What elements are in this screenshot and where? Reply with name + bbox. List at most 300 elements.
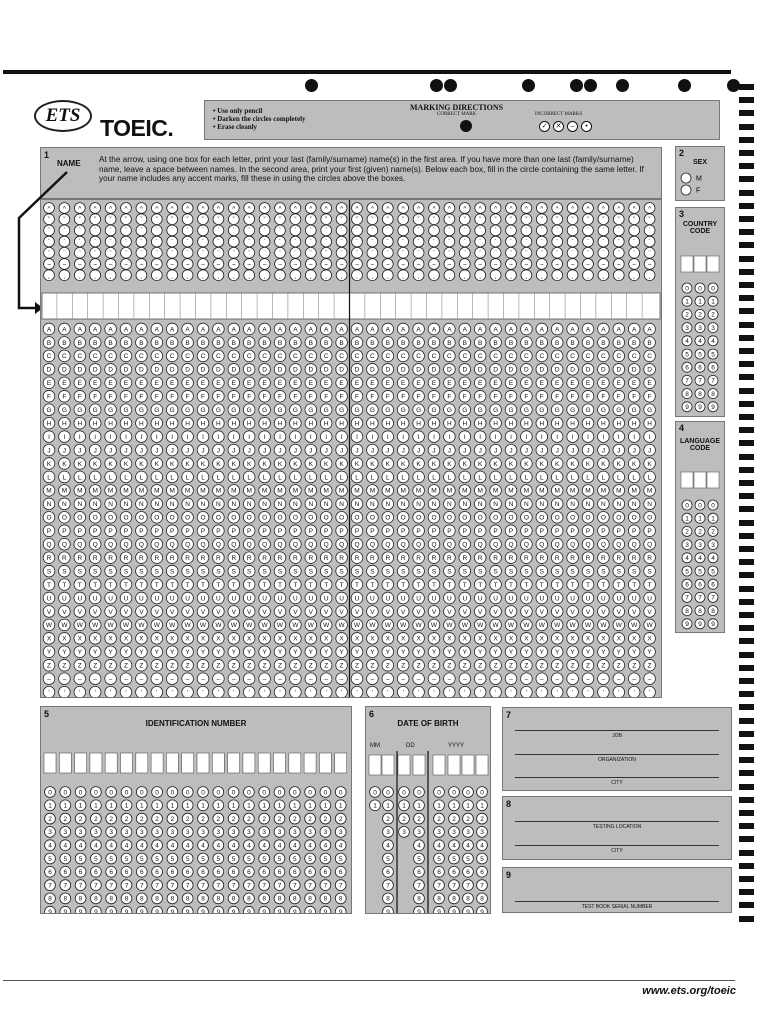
letter-bubble[interactable] [413, 512, 425, 524]
letter-bubble[interactable] [290, 525, 302, 537]
letter-bubble[interactable] [320, 498, 332, 510]
letter-bubble[interactable] [598, 606, 610, 618]
letter-bubble[interactable] [567, 323, 579, 335]
letter-bubble[interactable] [336, 579, 348, 591]
digit-bubble[interactable] [182, 840, 193, 851]
letter-bubble[interactable] [274, 512, 286, 524]
letter-bubble[interactable] [444, 431, 456, 443]
letter-bubble[interactable] [490, 404, 502, 416]
letter-bubble[interactable] [74, 390, 86, 402]
accent-bubble[interactable] [136, 225, 147, 236]
letter-bubble[interactable] [521, 606, 533, 618]
letter-bubble[interactable] [536, 606, 548, 618]
accent-bubble[interactable] [429, 247, 440, 258]
accent-bubble[interactable] [444, 247, 455, 258]
accent-bubble[interactable] [444, 270, 455, 281]
accent-bubble[interactable] [536, 236, 547, 247]
dob-writein-box[interactable] [462, 755, 474, 775]
accent-bubble[interactable] [413, 247, 424, 258]
letter-bubble[interactable] [459, 364, 471, 376]
letter-bubble[interactable] [474, 552, 486, 564]
letter-bubble[interactable] [536, 364, 548, 376]
letter-bubble[interactable] [367, 512, 379, 524]
accent-bubble[interactable] [59, 270, 70, 281]
letter-bubble[interactable] [228, 565, 240, 577]
letter-bubble[interactable] [521, 458, 533, 470]
letter-bubble[interactable] [59, 525, 71, 537]
accent-bubble[interactable] [444, 225, 455, 236]
accent-bubble[interactable] [352, 214, 363, 225]
letter-bubble[interactable] [551, 458, 563, 470]
letter-bubble[interactable] [305, 673, 317, 685]
letter-bubble[interactable] [213, 592, 225, 604]
letter-bubble[interactable] [567, 512, 579, 524]
letter-bubble[interactable] [459, 579, 471, 591]
letter-bubble[interactable] [536, 646, 548, 658]
letter-bubble[interactable] [444, 579, 456, 591]
accent-bubble[interactable] [506, 203, 517, 214]
letter-bubble[interactable] [413, 485, 425, 497]
digit-bubble[interactable] [320, 906, 331, 913]
letter-bubble[interactable] [320, 458, 332, 470]
accent-bubble[interactable] [259, 259, 270, 270]
letter-bubble[interactable] [59, 565, 71, 577]
letter-bubble[interactable] [598, 686, 610, 697]
accent-bubble[interactable] [352, 270, 363, 281]
letter-bubble[interactable] [259, 458, 271, 470]
letter-bubble[interactable] [59, 485, 71, 497]
accent-bubble[interactable] [321, 214, 332, 225]
letter-bubble[interactable] [59, 471, 71, 483]
letter-bubble[interactable] [290, 458, 302, 470]
letter-bubble[interactable] [228, 592, 240, 604]
accent-bubble[interactable] [44, 270, 55, 281]
dob-bubble[interactable] [399, 800, 410, 811]
accent-bubble[interactable] [198, 214, 209, 225]
dob-bubble[interactable] [383, 787, 394, 798]
letter-bubble[interactable] [243, 498, 255, 510]
letter-bubble[interactable] [336, 565, 348, 577]
letter-bubble[interactable] [490, 686, 502, 697]
dob-bubble[interactable] [383, 800, 394, 811]
letter-bubble[interactable] [259, 390, 271, 402]
letter-bubble[interactable] [367, 431, 379, 443]
letter-bubble[interactable] [351, 471, 363, 483]
digit-bubble[interactable] [259, 853, 270, 864]
dob-bubble[interactable] [463, 787, 474, 798]
letter-bubble[interactable] [320, 646, 332, 658]
accent-bubble[interactable] [151, 225, 162, 236]
digit-bubble[interactable] [182, 827, 193, 838]
digit-bubble[interactable] [708, 513, 718, 523]
letter-bubble[interactable] [43, 633, 55, 645]
letter-bubble[interactable] [43, 390, 55, 402]
digit-bubble[interactable] [244, 866, 255, 877]
letter-bubble[interactable] [367, 552, 379, 564]
letter-bubble[interactable] [59, 512, 71, 524]
accent-bubble[interactable] [459, 225, 470, 236]
letter-bubble[interactable] [243, 673, 255, 685]
letter-bubble[interactable] [505, 431, 517, 443]
digit-bubble[interactable] [60, 893, 71, 904]
country-code-bubbles[interactable] [676, 254, 724, 416]
letter-bubble[interactable] [43, 444, 55, 456]
letter-bubble[interactable] [228, 659, 240, 671]
digit-bubble[interactable] [228, 866, 239, 877]
letter-bubble[interactable] [490, 390, 502, 402]
letter-bubble[interactable] [166, 337, 178, 349]
sex-option[interactable] [681, 173, 702, 183]
digit-bubble[interactable] [136, 787, 147, 798]
letter-bubble[interactable] [413, 552, 425, 564]
letter-bubble[interactable] [367, 485, 379, 497]
letter-bubble[interactable] [213, 673, 225, 685]
letter-bubble[interactable] [551, 606, 563, 618]
letter-bubble[interactable] [151, 646, 163, 658]
accent-bubble[interactable] [228, 247, 239, 258]
dob-bubble[interactable] [449, 787, 460, 798]
digit-bubble[interactable] [60, 880, 71, 891]
dob-bubble[interactable] [449, 813, 460, 824]
letter-bubble[interactable] [320, 686, 332, 697]
digit-bubble[interactable] [708, 349, 718, 359]
letter-bubble[interactable] [644, 390, 656, 402]
letter-bubble[interactable] [105, 390, 117, 402]
accent-bubble[interactable] [644, 236, 655, 247]
letter-bubble[interactable] [644, 431, 656, 443]
letter-bubble[interactable] [428, 377, 440, 389]
letter-bubble[interactable] [213, 525, 225, 537]
digit-bubble[interactable] [708, 309, 718, 319]
letter-bubble[interactable] [536, 323, 548, 335]
letter-bubble[interactable] [320, 538, 332, 550]
letter-bubble[interactable] [598, 377, 610, 389]
letter-bubble[interactable] [151, 431, 163, 443]
sex-option[interactable] [681, 185, 700, 195]
letter-bubble[interactable] [166, 458, 178, 470]
letter-bubble[interactable] [613, 377, 625, 389]
letter-bubble[interactable] [228, 390, 240, 402]
letter-bubble[interactable] [43, 606, 55, 618]
letter-bubble[interactable] [197, 686, 209, 697]
letter-bubble[interactable] [444, 673, 456, 685]
accent-bubble[interactable] [290, 270, 301, 281]
letter-bubble[interactable] [105, 350, 117, 362]
letter-bubble[interactable] [290, 498, 302, 510]
letter-bubble[interactable] [120, 431, 132, 443]
digit-bubble[interactable] [335, 906, 346, 913]
letter-bubble[interactable] [521, 390, 533, 402]
digit-bubble[interactable] [335, 827, 346, 838]
letter-bubble[interactable] [213, 404, 225, 416]
letter-bubble[interactable] [582, 606, 594, 618]
letter-bubble[interactable] [243, 417, 255, 429]
accent-bubble[interactable] [429, 259, 440, 270]
letter-bubble[interactable] [320, 323, 332, 335]
letter-bubble[interactable] [613, 552, 625, 564]
accent-bubble[interactable] [629, 214, 640, 225]
letter-bubble[interactable] [151, 417, 163, 429]
letter-bubble[interactable] [166, 377, 178, 389]
letter-bubble[interactable] [413, 633, 425, 645]
letter-bubble[interactable] [336, 404, 348, 416]
dob-bubble[interactable] [434, 840, 445, 851]
accent-bubble[interactable] [459, 247, 470, 258]
accent-bubble[interactable] [244, 247, 255, 258]
letter-bubble[interactable] [505, 686, 517, 697]
letter-bubble[interactable] [474, 337, 486, 349]
accent-bubble[interactable] [259, 236, 270, 247]
letter-bubble[interactable] [428, 417, 440, 429]
digit-writein-box[interactable] [182, 753, 194, 773]
digit-bubble[interactable] [708, 402, 718, 412]
letter-bubble[interactable] [444, 659, 456, 671]
letter-bubble[interactable] [151, 606, 163, 618]
letter-bubble[interactable] [582, 565, 594, 577]
letter-bubble[interactable] [197, 565, 209, 577]
letter-bubble[interactable] [120, 444, 132, 456]
letter-bubble[interactable] [74, 538, 86, 550]
digit-bubble[interactable] [682, 513, 692, 523]
letter-bubble[interactable] [598, 485, 610, 497]
letter-bubble[interactable] [305, 579, 317, 591]
letter-bubble[interactable] [367, 377, 379, 389]
letter-bubble[interactable] [182, 592, 194, 604]
letter-bubble[interactable] [351, 606, 363, 618]
letter-bubble[interactable] [228, 458, 240, 470]
letter-bubble[interactable] [259, 606, 271, 618]
letter-bubble[interactable] [105, 377, 117, 389]
digit-bubble[interactable] [121, 787, 132, 798]
letter-bubble[interactable] [428, 498, 440, 510]
letter-bubble[interactable] [567, 471, 579, 483]
accent-bubble[interactable] [613, 270, 624, 281]
accent-bubble[interactable] [613, 236, 624, 247]
letter-bubble[interactable] [290, 619, 302, 631]
accent-bubble[interactable] [305, 270, 316, 281]
letter-bubble[interactable] [259, 350, 271, 362]
letter-bubble[interactable] [336, 485, 348, 497]
accent-bubble[interactable] [552, 236, 563, 247]
letter-bubble[interactable] [536, 565, 548, 577]
letter-bubble[interactable] [598, 592, 610, 604]
letter-bubble[interactable] [336, 364, 348, 376]
dob-bubble[interactable] [449, 893, 460, 904]
accent-bubble[interactable] [382, 270, 393, 281]
letter-bubble[interactable] [290, 646, 302, 658]
letter-bubble[interactable] [43, 364, 55, 376]
digit-bubble[interactable] [305, 866, 316, 877]
accent-bubble[interactable] [367, 225, 378, 236]
digit-bubble[interactable] [91, 853, 102, 864]
accent-bubble[interactable] [506, 214, 517, 225]
letter-bubble[interactable] [120, 404, 132, 416]
digit-bubble[interactable] [136, 840, 147, 851]
digit-bubble[interactable] [274, 840, 285, 851]
letter-bubble[interactable] [166, 512, 178, 524]
accent-bubble[interactable] [90, 259, 101, 270]
letter-bubble[interactable] [490, 337, 502, 349]
letter-bubble[interactable] [120, 512, 132, 524]
letter-bubble[interactable] [397, 417, 409, 429]
letter-bubble[interactable] [197, 350, 209, 362]
accent-bubble[interactable] [567, 225, 578, 236]
letter-bubble[interactable] [120, 498, 132, 510]
letter-bubble[interactable] [259, 525, 271, 537]
digit-writein-box[interactable] [212, 753, 224, 773]
letter-bubble[interactable] [43, 659, 55, 671]
digit-bubble[interactable] [91, 893, 102, 904]
letter-bubble[interactable] [628, 498, 640, 510]
digit-bubble[interactable] [244, 800, 255, 811]
digit-bubble[interactable] [289, 827, 300, 838]
letter-bubble[interactable] [320, 444, 332, 456]
letter-bubble[interactable] [290, 538, 302, 550]
letter-bubble[interactable] [89, 565, 101, 577]
dob-bubble[interactable] [463, 827, 474, 838]
accent-bubble[interactable] [275, 203, 286, 214]
letter-bubble[interactable] [151, 592, 163, 604]
dob-bubble[interactable] [477, 853, 488, 864]
accent-bubble[interactable] [259, 225, 270, 236]
letter-bubble[interactable] [120, 471, 132, 483]
accent-bubble[interactable] [475, 270, 486, 281]
letter-bubble[interactable] [320, 404, 332, 416]
letter-bubble[interactable] [336, 512, 348, 524]
letter-bubble[interactable] [490, 538, 502, 550]
accent-bubble[interactable] [228, 236, 239, 247]
letter-bubble[interactable] [644, 606, 656, 618]
letter-bubble[interactable] [444, 471, 456, 483]
digit-bubble[interactable] [75, 853, 86, 864]
letter-bubble[interactable] [290, 444, 302, 456]
accent-bubble[interactable] [521, 225, 532, 236]
letter-bubble[interactable] [351, 444, 363, 456]
accent-bubble[interactable] [598, 214, 609, 225]
digit-bubble[interactable] [335, 853, 346, 864]
digit-bubble[interactable] [682, 375, 692, 385]
letter-bubble[interactable] [105, 404, 117, 416]
accent-bubble[interactable] [567, 270, 578, 281]
letter-bubble[interactable] [628, 579, 640, 591]
digit-bubble[interactable] [695, 540, 705, 550]
letter-bubble[interactable] [536, 377, 548, 389]
name-bubble-grid[interactable] [40, 199, 662, 698]
letter-bubble[interactable] [459, 485, 471, 497]
letter-bubble[interactable] [151, 390, 163, 402]
digit-bubble[interactable] [708, 323, 718, 333]
letter-bubble[interactable] [567, 390, 579, 402]
accent-bubble[interactable] [305, 259, 316, 270]
letter-bubble[interactable] [536, 337, 548, 349]
digit-bubble[interactable] [259, 880, 270, 891]
letter-bubble[interactable] [428, 444, 440, 456]
letter-bubble[interactable] [166, 323, 178, 335]
digit-bubble[interactable] [695, 606, 705, 616]
letter-bubble[interactable] [413, 444, 425, 456]
letter-bubble[interactable] [382, 337, 394, 349]
accent-bubble[interactable] [90, 214, 101, 225]
letter-bubble[interactable] [644, 323, 656, 335]
job-line[interactable] [515, 730, 719, 731]
digit-bubble[interactable] [289, 853, 300, 864]
dob-bubble[interactable] [463, 893, 474, 904]
digit-bubble[interactable] [335, 787, 346, 798]
digit-bubble[interactable] [335, 800, 346, 811]
letter-bubble[interactable] [43, 337, 55, 349]
letter-bubble[interactable] [567, 350, 579, 362]
letter-bubble[interactable] [459, 686, 471, 697]
accent-bubble[interactable] [367, 270, 378, 281]
letter-bubble[interactable] [351, 659, 363, 671]
digit-bubble[interactable] [682, 296, 692, 306]
letter-bubble[interactable] [644, 592, 656, 604]
letter-bubble[interactable] [628, 686, 640, 697]
letter-bubble[interactable] [320, 659, 332, 671]
letter-bubble[interactable] [367, 417, 379, 429]
digit-bubble[interactable] [695, 309, 705, 319]
accent-bubble[interactable] [182, 214, 193, 225]
letter-bubble[interactable] [290, 404, 302, 416]
letter-bubble[interactable] [628, 364, 640, 376]
accent-bubble[interactable] [567, 236, 578, 247]
letter-bubble[interactable] [382, 471, 394, 483]
letter-bubble[interactable] [336, 323, 348, 335]
accent-bubble[interactable] [583, 203, 594, 214]
letter-bubble[interactable] [89, 458, 101, 470]
accent-bubble[interactable] [583, 259, 594, 270]
letter-bubble[interactable] [536, 444, 548, 456]
letter-bubble[interactable] [213, 498, 225, 510]
digit-bubble[interactable] [259, 827, 270, 838]
dob-bubble[interactable] [434, 893, 445, 904]
letter-bubble[interactable] [490, 552, 502, 564]
dob-bubble[interactable] [383, 880, 394, 891]
accent-bubble[interactable] [136, 236, 147, 247]
accent-bubble[interactable] [583, 214, 594, 225]
letter-bubble[interactable] [320, 633, 332, 645]
letter-bubble[interactable] [598, 525, 610, 537]
letter-bubble[interactable] [228, 350, 240, 362]
letter-bubble[interactable] [613, 337, 625, 349]
accent-bubble[interactable] [121, 270, 132, 281]
digit-bubble[interactable] [708, 526, 718, 536]
letter-bubble[interactable] [459, 633, 471, 645]
letter-bubble[interactable] [136, 646, 148, 658]
letter-bubble[interactable] [413, 471, 425, 483]
letter-bubble[interactable] [505, 592, 517, 604]
accent-bubble[interactable] [367, 214, 378, 225]
accent-bubble[interactable] [305, 236, 316, 247]
letter-bubble[interactable] [628, 323, 640, 335]
accent-bubble[interactable] [321, 270, 332, 281]
letter-bubble[interactable] [628, 350, 640, 362]
letter-bubble[interactable] [228, 646, 240, 658]
letter-bubble[interactable] [628, 404, 640, 416]
letter-bubble[interactable] [151, 458, 163, 470]
digit-bubble[interactable] [244, 840, 255, 851]
letter-bubble[interactable] [74, 404, 86, 416]
letter-bubble[interactable] [243, 565, 255, 577]
letter-bubble[interactable] [551, 444, 563, 456]
accent-bubble[interactable] [321, 225, 332, 236]
letter-bubble[interactable] [505, 525, 517, 537]
digit-bubble[interactable] [198, 827, 209, 838]
digit-writein-box[interactable] [44, 753, 56, 773]
digit-bubble[interactable] [136, 827, 147, 838]
letter-bubble[interactable] [598, 471, 610, 483]
letter-bubble[interactable] [274, 431, 286, 443]
